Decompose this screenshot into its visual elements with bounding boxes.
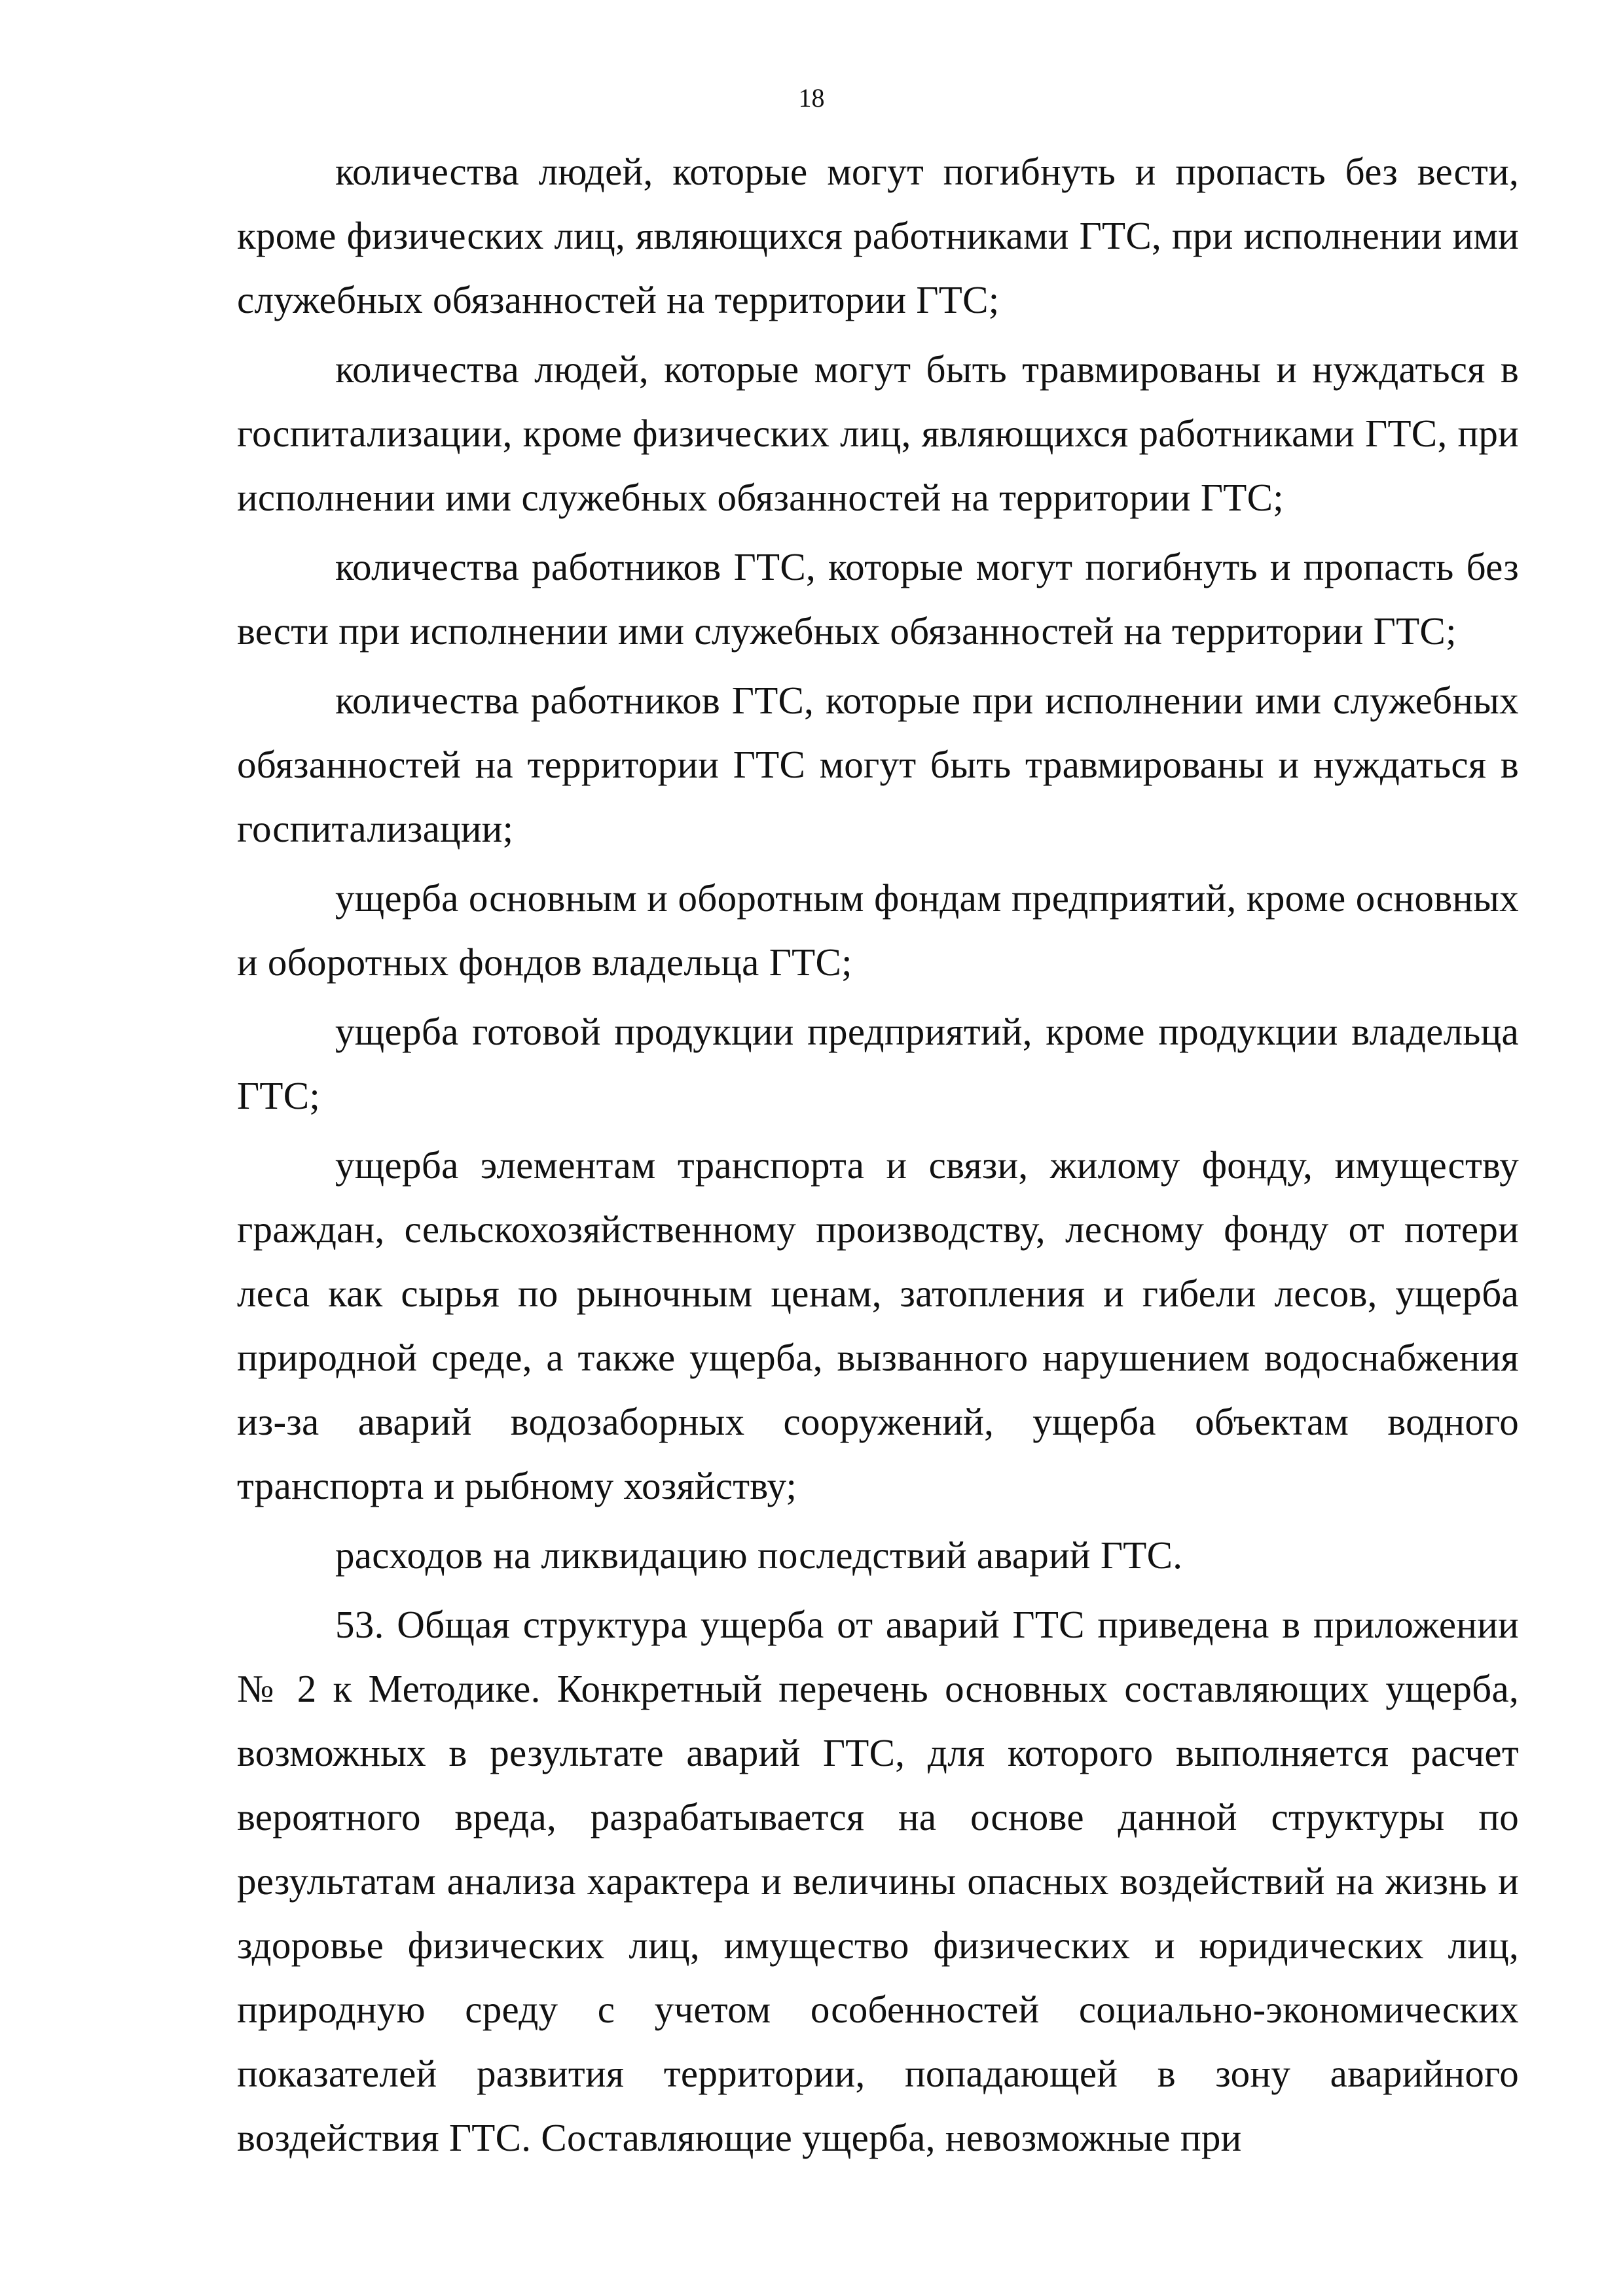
- paragraph-damage-funds: ущерба основным и оборотным фондам предприятий, кроме основных и оборотных фондов владельца ГТС;: [237, 876, 1519, 984]
- paragraph-damage-products: ущерба готовой продукции предприятий, кроме продукции владельца ГТС;: [237, 1010, 1519, 1117]
- paragraph-workers-injured: количества работников ГТС, которые при исполнении ими служебных обязанностей на территории ГТС могут быть травмированы и нуждаться в госпитализации;: [237, 679, 1519, 850]
- body-text: [237, 139, 1519, 2175]
- paragraph-item-53: 53. Общая структура ущерба от аварий ГТС приведена в приложении № 2 к Методике. Конкретный перечень основных составляющих ущерба, возможных в результате аварий ГТС, для которого выполняется расчет вероятного вреда, разрабатывается на основе данной структуры по результатам анализа характера и величины опасных воздействий на жизнь и здоровье физических лиц, имущество физических и юридических лиц, природную среду с учетом особенностей социально-экономических показателей развития территории, попадающей в зону аварийного воздействия ГТС. Составляющие ущерба, невозможные при: [237, 1603, 1519, 2159]
- paragraph-people-dead-missing: количества людей, которые могут погибнуть и пропасть без вести, кроме физических лиц, являющихся работниками ГТС, при исполнении ими служебных обязанностей на территории ГТС;: [237, 150, 1519, 321]
- page-number: 18: [798, 83, 825, 113]
- paragraph-workers-dead-missing: количества работников ГТС, которые могут погибнуть и пропасть без вести при исполнении ими служебных обязанностей на территории ГТС;: [237, 545, 1519, 653]
- paragraph-damage-infrastructure: ущерба элементам транспорта и связи, жилому фонду, имуществу граждан, сельскохозяйственному производству, лесному фонду от потери леса как сырья по рыночным ценам, затопления и гибели лесов, ущерба природной среде, а также ущерба, вызванного нарушением водоснабжения из-за аварий водозаборных сооружений, ущерба объектам водного транспорта и рыбному хозяйству;: [237, 1143, 1519, 1507]
- paragraph-people-injured: количества людей, которые могут быть травмированы и нуждаться в госпитализации, кроме физических лиц, являющихся работниками ГТС, при исполнении ими служебных обязанностей на территории ГТС;: [237, 348, 1519, 519]
- paragraph-liquidation-costs: расходов на ликвидацию последствий аварий ГТС.: [335, 1534, 1183, 1577]
